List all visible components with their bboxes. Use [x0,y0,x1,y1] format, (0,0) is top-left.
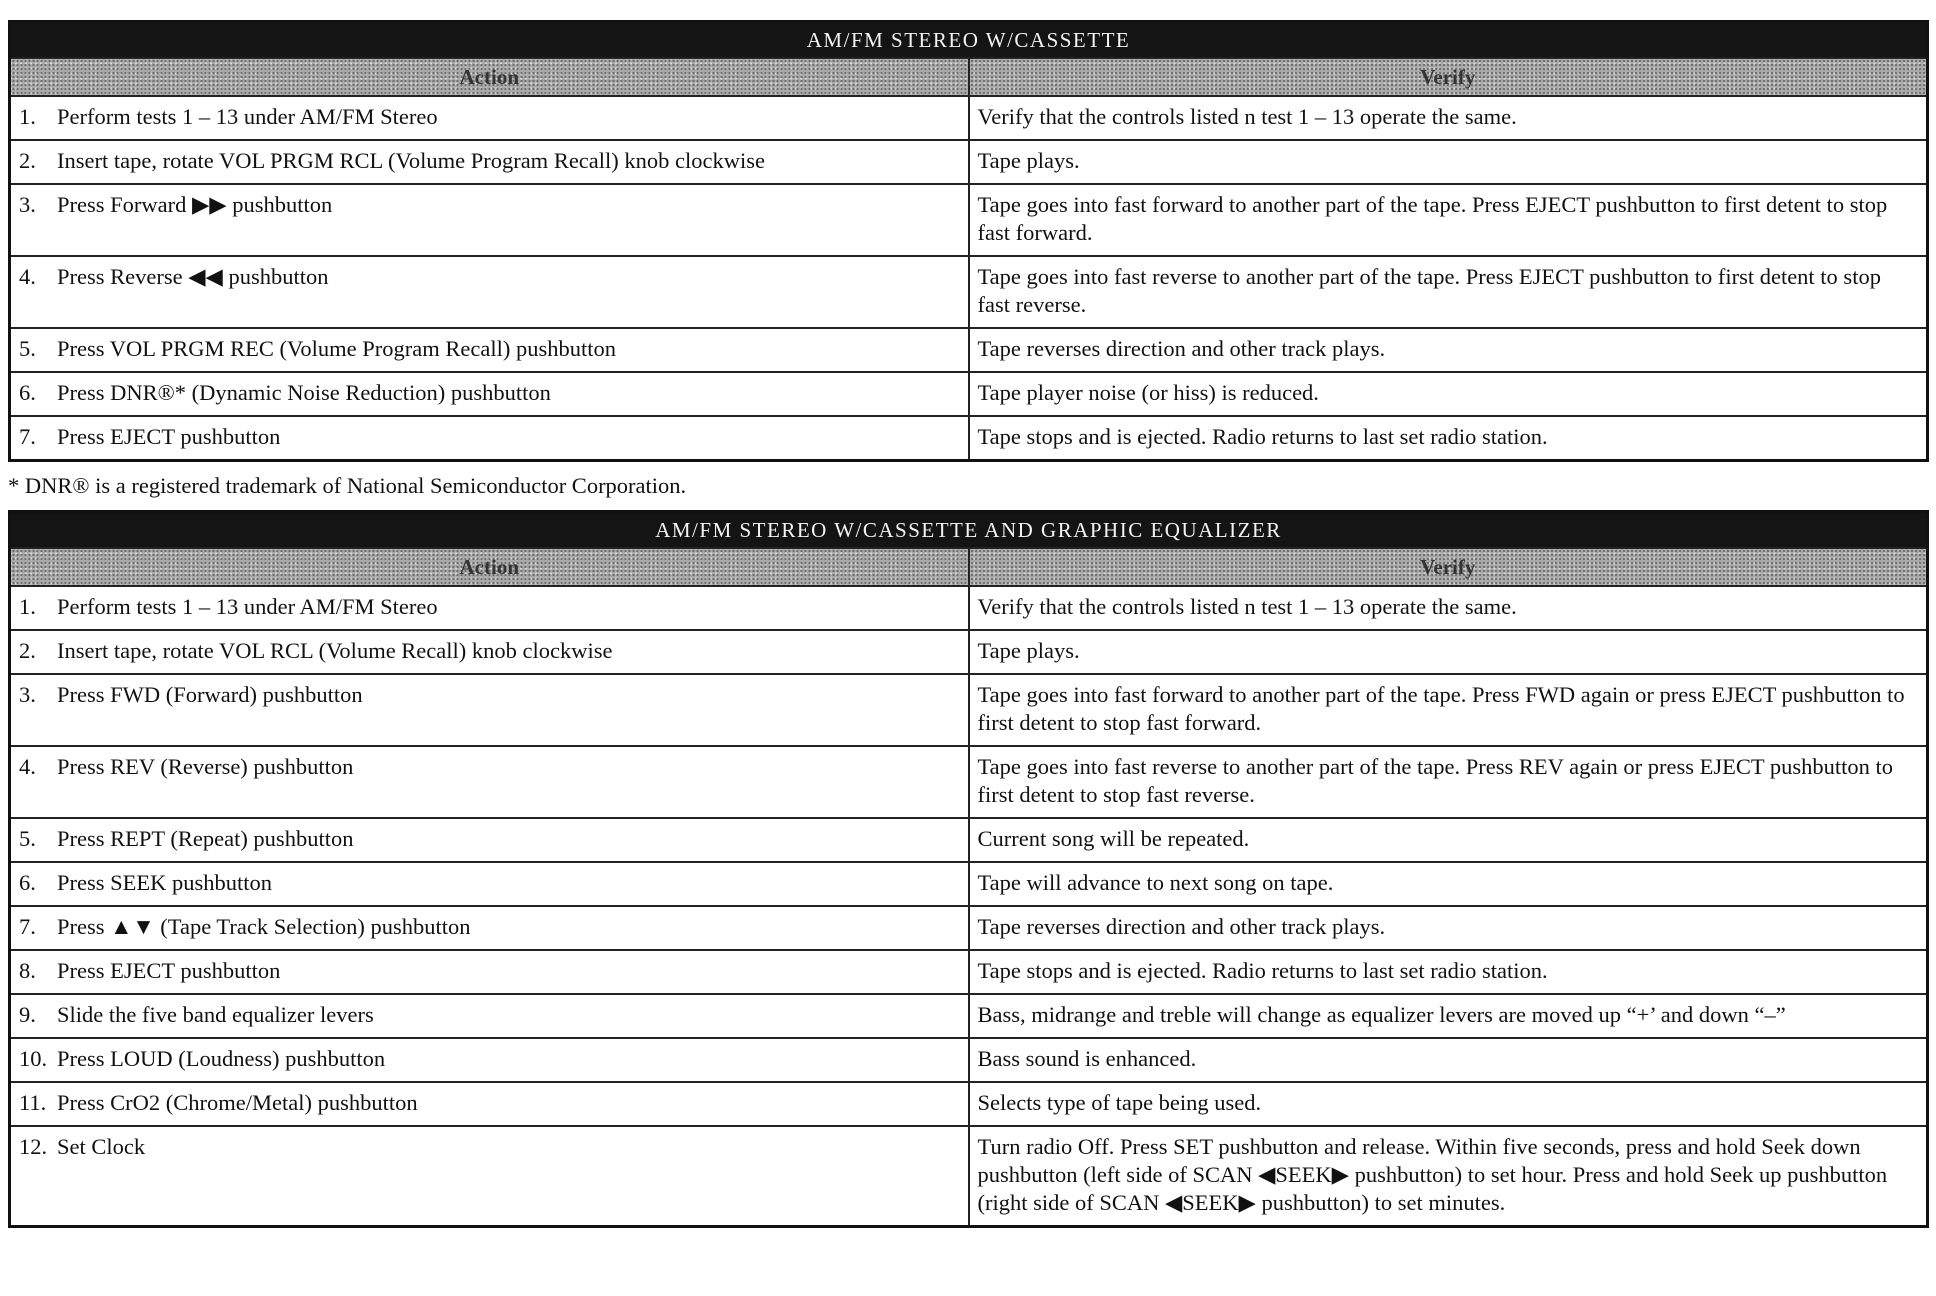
verify-cell: Verify that the controls listed n test 1 – 13 operate the same. [969,586,1928,630]
action-text: Press ▲▼ (Tape Track Selection) pushbutton [57,914,471,939]
action-cell [10,416,969,461]
verify-cell: Tape player noise (or hiss) is reduced. [969,372,1928,416]
action-cell [10,950,969,994]
table-row [10,906,1928,950]
action-text: Perform tests 1 – 13 under AM/FM Stereo [57,594,438,619]
verify-cell: Turn radio Off. Press SET pushbutton and release. Within five seconds, press and hold Seek down pushbutton (left side of SCAN ◀SEEK▶ pushbutton) to set hour. Press and hold Seek up pushbutton (right side of SCAN ◀SEEK▶ pushbutton) to set minutes. [969,1126,1928,1227]
step-number: 11. [19,1090,47,1115]
action-text: Press LOUD (Loudness) pushbutton [57,1046,386,1071]
verify-cell: Selects type of tape being used. [969,1082,1928,1126]
action-cell [10,1038,969,1082]
table-row [10,416,1928,461]
table-row [10,994,1928,1038]
verify-cell: Tape goes into fast reverse to another part of the tape. Press EJECT pushbutton to first detent to stop fast reverse. [969,256,1928,328]
table-row [10,950,1928,994]
verify-cell: Verify that the controls listed n test 1 – 13 operate the same. [969,96,1928,140]
column-header-action: Action [10,548,969,586]
action-text: Press DNR®* (Dynamic Noise Reduction) pushbutton [57,380,551,405]
action-cell [10,1126,969,1227]
action-text: Press FWD (Forward) pushbutton [57,682,363,707]
verify-cell: Tape plays. [969,630,1928,674]
step-number: 2. [19,148,36,173]
table-header-row [10,548,1928,586]
table-row [10,140,1928,184]
action-cell [10,140,969,184]
table-row [10,862,1928,906]
cassette-test-table [8,20,1929,462]
verify-cell: Tape plays. [969,140,1928,184]
action-cell [10,674,969,746]
table-row [10,674,1928,746]
step-number: 5. [19,826,36,851]
action-cell [10,256,969,328]
action-cell [10,630,969,674]
action-text: Press SEEK pushbutton [57,870,273,895]
verify-cell: Tape goes into fast forward to another part of the tape. Press FWD again or press EJECT pushbutton to first detent to stop fast forward. [969,674,1928,746]
step-number: 5. [19,336,36,361]
action-text: Press REPT (Repeat) pushbutton [57,826,354,851]
column-header-verify: Verify [969,548,1928,586]
table-title-row [10,22,1928,59]
step-number: 8. [19,958,36,983]
step-number: 1. [19,594,36,619]
action-text: Set Clock [57,1134,146,1159]
step-number: 7. [19,914,36,939]
table-header-row [10,58,1928,96]
step-number: 4. [19,264,36,289]
action-text: Insert tape, rotate VOL RCL (Volume Recall) knob clockwise [57,638,613,663]
column-header-verify: Verify [969,58,1928,96]
action-cell [10,994,969,1038]
table-row [10,1126,1928,1227]
action-cell [10,818,969,862]
action-cell [10,328,969,372]
verify-cell: Tape stops and is ejected. Radio returns to last set radio station. [969,416,1928,461]
table-title: AM/FM STEREO W/CASSETTE [10,22,1928,59]
table-row [10,96,1928,140]
verify-cell: Bass, midrange and treble will change as equalizer levers are moved up “+’ and down “–” [969,994,1928,1038]
table-row [10,1082,1928,1126]
step-number: 4. [19,754,36,779]
action-text: Press Forward ▶▶ pushbutton [57,192,333,217]
document-page [8,20,1926,1228]
action-cell [10,1082,969,1126]
verify-cell: Tape goes into fast forward to another part of the tape. Press EJECT pushbutton to first detent to stop fast forward. [969,184,1928,256]
table-row [10,184,1928,256]
action-cell [10,862,969,906]
cassette-equalizer-test-table [8,510,1929,1228]
verify-cell: Tape reverses direction and other track plays. [969,906,1928,950]
table-row [10,746,1928,818]
step-number: 6. [19,380,36,405]
step-number: 6. [19,870,36,895]
action-cell [10,372,969,416]
action-text: Perform tests 1 – 13 under AM/FM Stereo [57,104,438,129]
table-row [10,818,1928,862]
action-text: Press REV (Reverse) pushbutton [57,754,354,779]
table-title: AM/FM STEREO W/CASSETTE AND GRAPHIC EQUALIZER [10,512,1928,549]
step-number: 12. [19,1134,48,1159]
table-row [10,586,1928,630]
action-text: Press EJECT pushbutton [57,424,281,449]
verify-cell: Tape will advance to next song on tape. [969,862,1928,906]
step-number: 9. [19,1002,36,1027]
verify-cell: Tape goes into fast reverse to another part of the tape. Press REV again or press EJECT pushbutton to first detent to stop fast reverse. [969,746,1928,818]
action-cell [10,746,969,818]
table-row [10,256,1928,328]
action-text: Insert tape, rotate VOL PRGM RCL (Volume Program Recall) knob clockwise [57,148,765,173]
step-number: 7. [19,424,36,449]
footnote: * DNR® is a registered trademark of National Semiconductor Corporation. [8,473,687,498]
action-text: Press CrO2 (Chrome/Metal) pushbutton [57,1090,418,1115]
action-cell [10,906,969,950]
action-text: Press EJECT pushbutton [57,958,281,983]
verify-cell: Bass sound is enhanced. [969,1038,1928,1082]
action-text: Press Reverse ◀◀ pushbutton [57,264,329,289]
table-title-row [10,512,1928,549]
action-cell [10,184,969,256]
action-text: Press VOL PRGM REC (Volume Program Recall) pushbutton [57,336,616,361]
action-cell [10,96,969,140]
column-header-action: Action [10,58,969,96]
step-number: 10. [19,1046,48,1071]
verify-cell: Tape stops and is ejected. Radio returns to last set radio station. [969,950,1928,994]
table-row [10,630,1928,674]
table-row [10,1038,1928,1082]
step-number: 1. [19,104,36,129]
step-number: 2. [19,638,36,663]
action-text: Slide the five band equalizer levers [57,1002,374,1027]
verify-cell: Current song will be repeated. [969,818,1928,862]
step-number: 3. [19,682,36,707]
step-number: 3. [19,192,36,217]
action-cell [10,586,969,630]
table-row [10,372,1928,416]
table-row [10,328,1928,372]
verify-cell: Tape reverses direction and other track plays. [969,328,1928,372]
